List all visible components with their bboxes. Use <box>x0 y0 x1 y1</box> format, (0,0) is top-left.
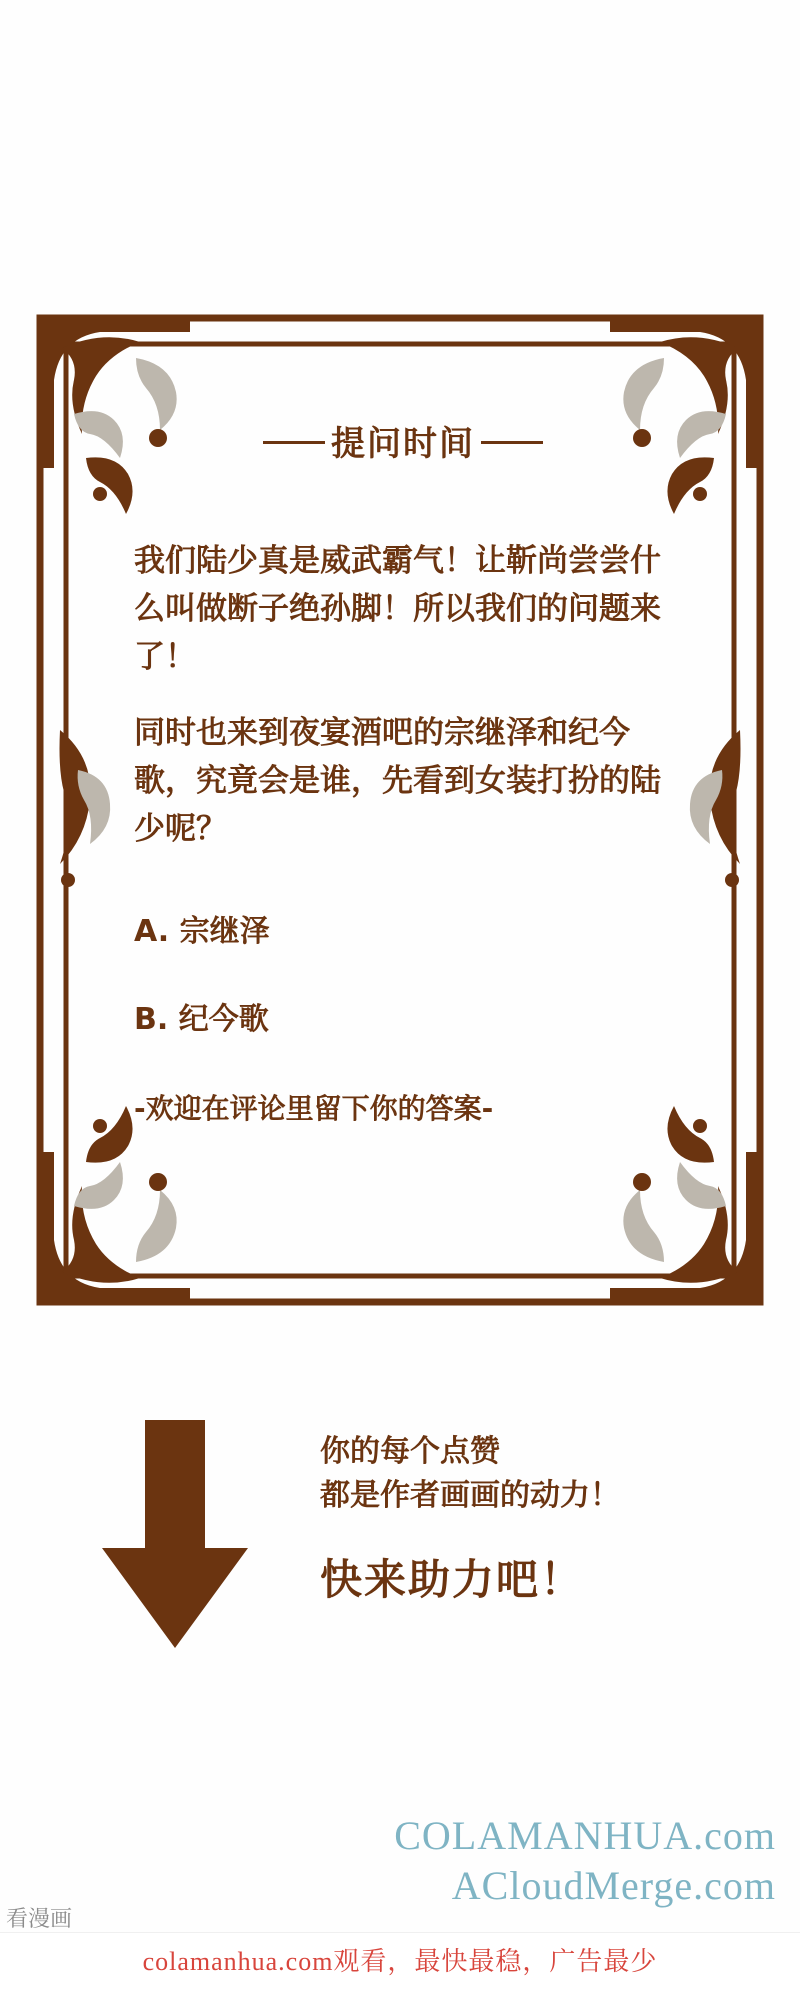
comment-invitation: -欢迎在评论里留下你的答案- <box>134 1092 494 1126</box>
panel-content <box>118 360 688 1260</box>
answer-option-a[interactable]: A. 宗继泽 <box>134 914 270 950</box>
cta-line-1: 你的每个点赞 <box>320 1434 500 1469</box>
question-panel <box>22 300 778 1320</box>
cta-line-2: 都是作者画画的动力！ <box>320 1477 620 1513</box>
question-paragraph-2: 同时也来到夜宴酒吧的宗继泽和纪今歌，究竟会是谁，先看到女装打扮的陆少呢？ <box>134 715 661 848</box>
down-arrow-icon <box>100 1420 250 1650</box>
title-rule-left <box>263 441 325 444</box>
like-call-to-action <box>0 1400 800 1690</box>
panel-title <box>118 416 688 465</box>
panel-title-text: 提问时间 <box>331 424 475 464</box>
site-brand-label: 看漫画 <box>6 1907 73 1932</box>
answer-option-b[interactable]: B. 纪今歌 <box>134 1002 269 1038</box>
cta-text-block <box>320 1430 760 1607</box>
question-paragraph-1: 我们陆少真是威武霸气！让靳尚尝尝什么叫做断子绝孙脚！所以我们的问题来了！ <box>134 543 661 676</box>
watermark-line-1: COLAMANHUA.com <box>394 1813 776 1858</box>
bottom-promo-text: colamanhua.com观看，最快最稳，广告最少 <box>142 1947 658 1976</box>
bottom-promo-bar <box>0 1932 800 1995</box>
watermark-line-2: ACloudMerge.com <box>451 1863 776 1908</box>
answer-options <box>118 911 688 1041</box>
title-rule-right <box>481 441 543 444</box>
cta-headline: 快来助力吧！ <box>320 1555 585 1604</box>
